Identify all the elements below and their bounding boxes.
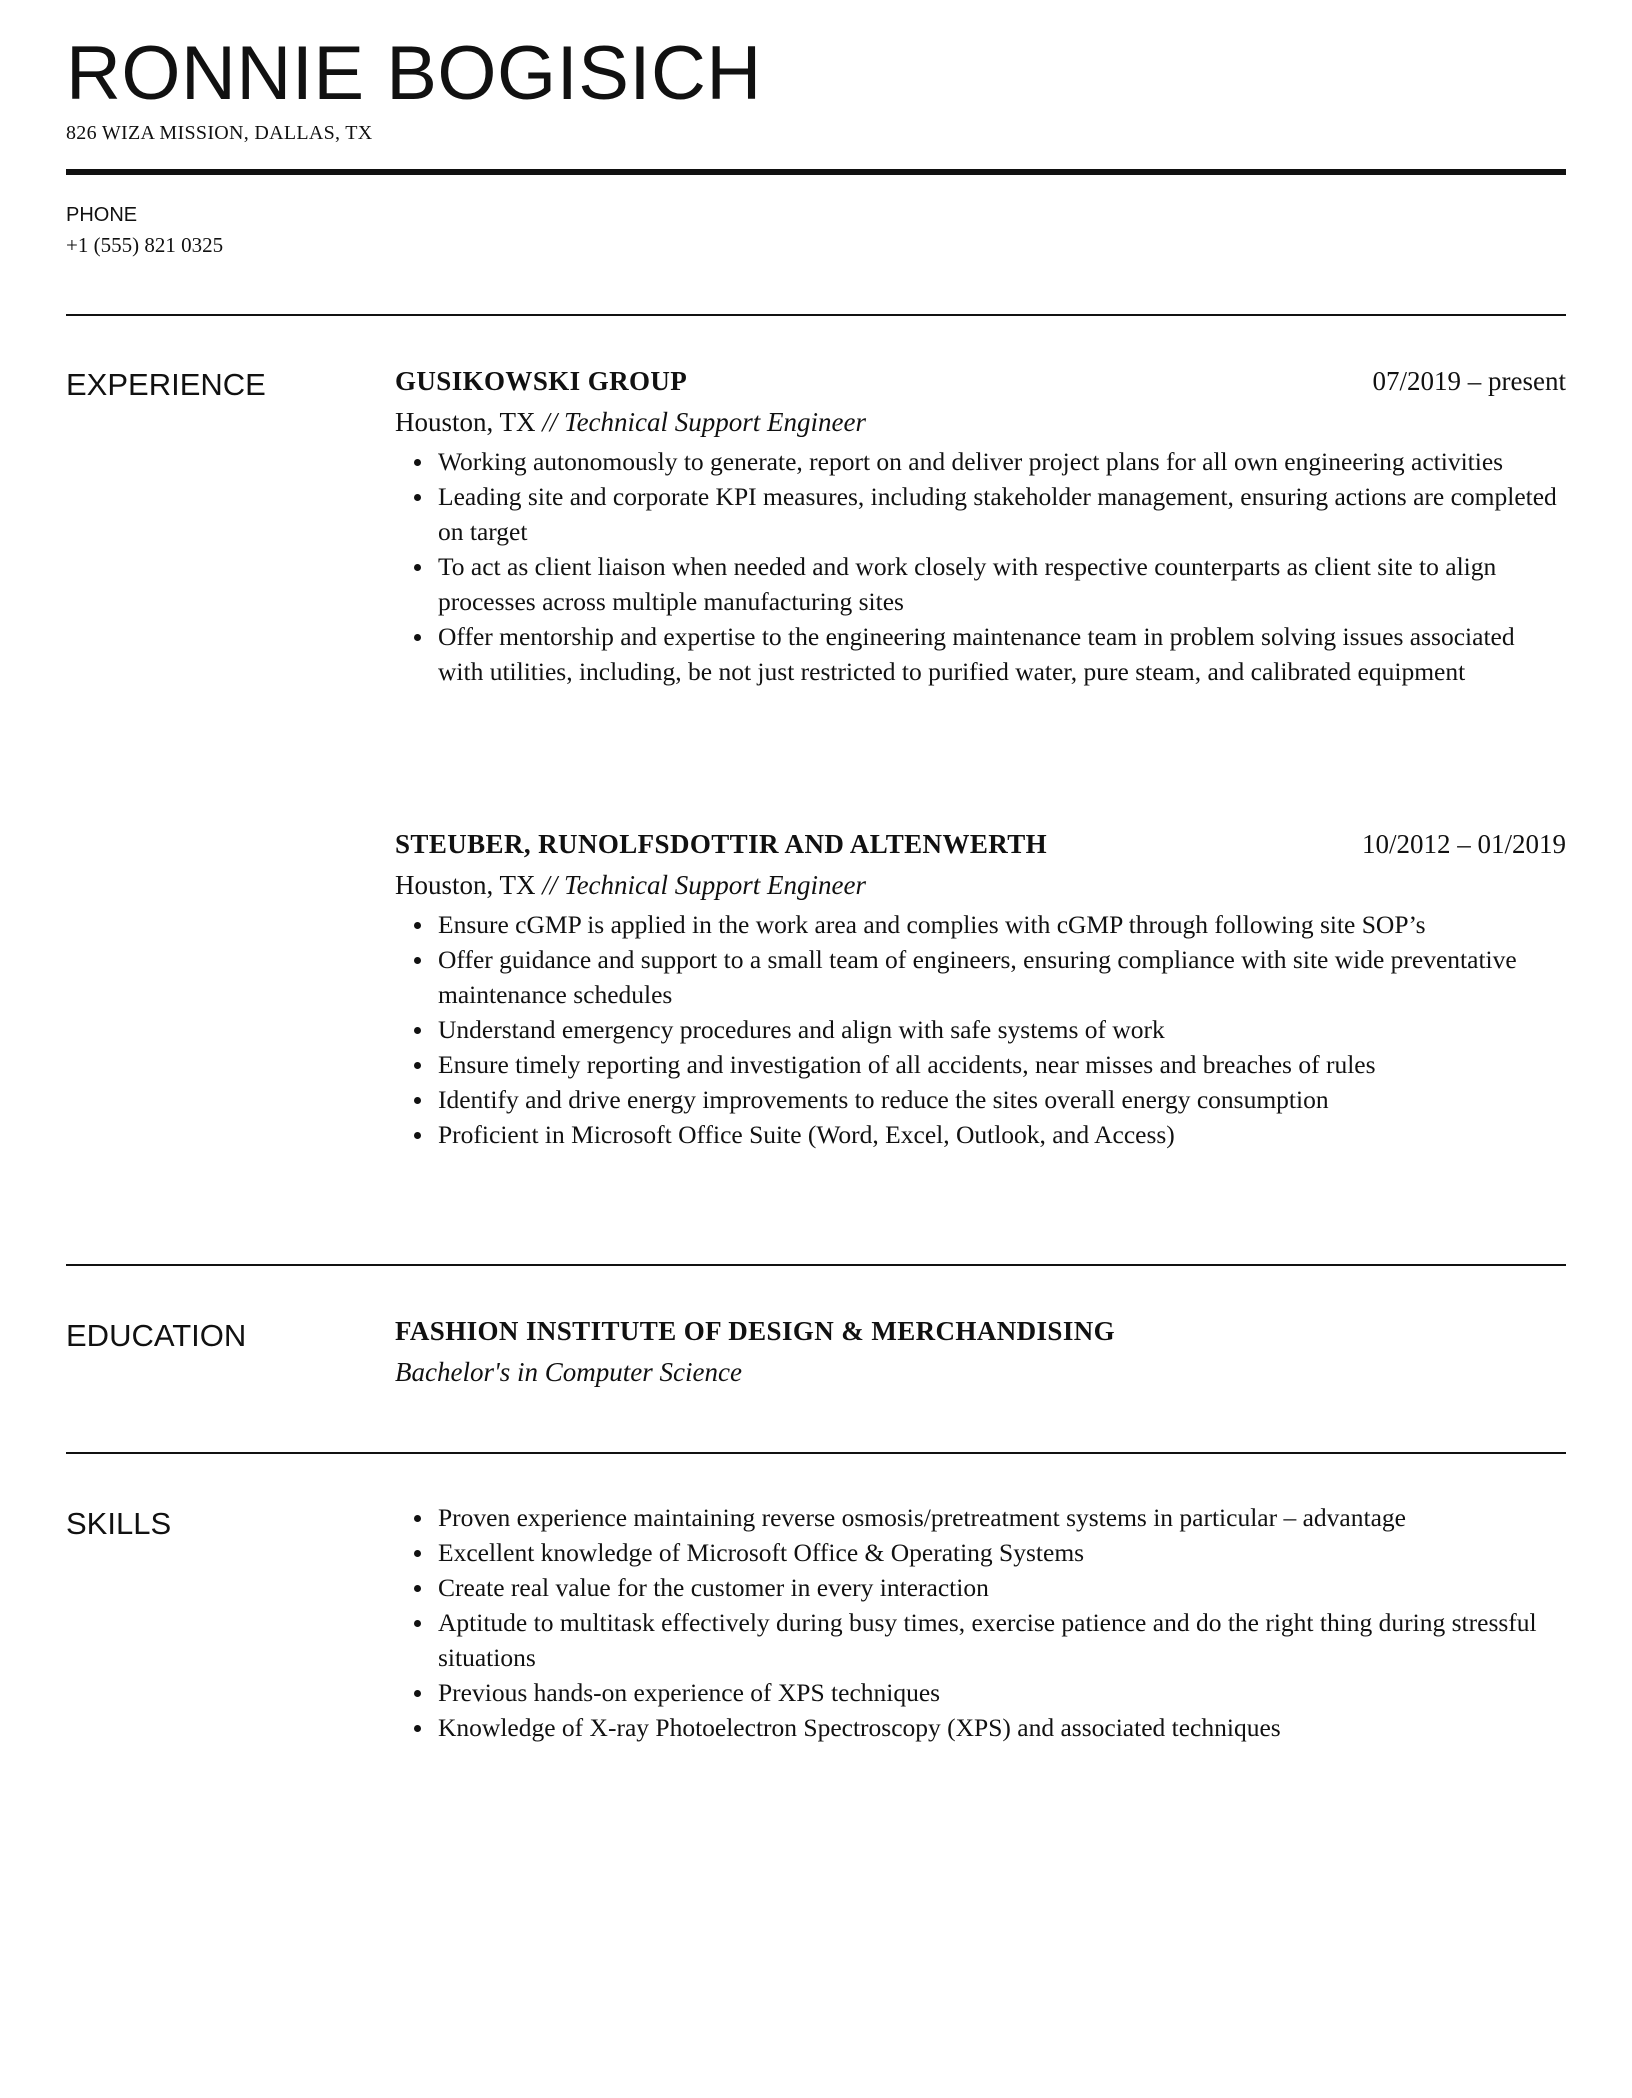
job-bullets [395, 444, 1566, 689]
job-role: Technical Support Engineer [564, 407, 867, 437]
school-name: FASHION INSTITUTE OF DESIGN & MERCHANDISING [395, 1316, 1116, 1346]
company-name: STEUBER, RUNOLFSDOTTIR AND ALTENWERTH [395, 829, 1048, 859]
list-item: Offer guidance and support to a small team of engineers, ensuring compliance with site wide preventative maintenance schedules [438, 942, 1566, 1012]
experience-divider [66, 1264, 1566, 1266]
job-subline [395, 402, 1566, 442]
education-section-title: EDUCATION [66, 1318, 247, 1353]
contact-divider [66, 314, 1566, 316]
job-location: Houston, TX [395, 407, 536, 437]
job-separator: // [535, 870, 565, 900]
list-item: Working autonomously to generate, report on and deliver project plans for all own engineering activities [438, 444, 1566, 479]
skills-entry [395, 1500, 1566, 1745]
job-header [395, 825, 1566, 865]
skills-list [395, 1500, 1566, 1745]
job-dates: 07/2019 – present [1372, 366, 1566, 396]
company-name: GUSIKOWSKI GROUP [395, 366, 688, 396]
resume-page [66, 0, 1566, 2098]
list-item: Excellent knowledge of Microsoft Office & Operating Systems [438, 1535, 1566, 1570]
education-header [395, 1312, 1566, 1352]
degree: Bachelor's in Computer Science [395, 1357, 742, 1387]
job-subline [395, 865, 1566, 905]
candidate-address: 826 WIZA MISSION, DALLAS, TX [66, 122, 373, 144]
job-entry-2 [395, 825, 1566, 1152]
header-divider [66, 169, 1566, 175]
list-item: Ensure cGMP is applied in the work area and complies with cGMP through following site SOP’s [438, 907, 1566, 942]
job-entry-1 [395, 362, 1566, 689]
list-item: Offer mentorship and expertise to the engineering maintenance team in problem solving issues associated with utilities, including, be not just restricted to purified water, pure steam, and calibrated equipment [438, 619, 1566, 689]
list-item: Leading site and corporate KPI measures, including stakeholder management, ensuring actions are completed on target [438, 479, 1566, 549]
list-item: Knowledge of X-ray Photoelectron Spectroscopy (XPS) and associated techniques [438, 1710, 1566, 1745]
list-item: Aptitude to multitask effectively during busy times, exercise patience and do the right thing during stressful situations [438, 1605, 1566, 1675]
list-item: Ensure timely reporting and investigation of all accidents, near misses and breaches of rules [438, 1047, 1566, 1082]
experience-section-title: EXPERIENCE [66, 367, 266, 402]
list-item: Create real value for the customer in every interaction [438, 1570, 1566, 1605]
phone-label: PHONE [66, 204, 138, 226]
job-role: Technical Support Engineer [564, 870, 867, 900]
list-item: Proven experience maintaining reverse osmosis/pretreatment systems in particular – advantage [438, 1500, 1566, 1535]
list-item: Proficient in Microsoft Office Suite (Word, Excel, Outlook, and Access) [438, 1117, 1566, 1152]
list-item: Understand emergency procedures and align with safe systems of work [438, 1012, 1566, 1047]
job-location: Houston, TX [395, 870, 536, 900]
skills-section-title: SKILLS [66, 1506, 172, 1541]
education-entry [395, 1312, 1566, 1392]
job-separator: // [535, 407, 565, 437]
list-item: Previous hands-on experience of XPS techniques [438, 1675, 1566, 1710]
job-bullets [395, 907, 1566, 1152]
phone-value: +1 (555) 821 0325 [66, 233, 224, 257]
candidate-name: RONNIE BOGISICH [66, 31, 762, 116]
job-dates: 10/2012 – 01/2019 [1361, 829, 1566, 859]
education-divider [66, 1452, 1566, 1454]
job-header [395, 362, 1566, 402]
list-item: To act as client liaison when needed and work closely with respective counterparts as client site to align processes across multiple manufacturing sites [438, 549, 1566, 619]
list-item: Identify and drive energy improvements to reduce the sites overall energy consumption [438, 1082, 1566, 1117]
